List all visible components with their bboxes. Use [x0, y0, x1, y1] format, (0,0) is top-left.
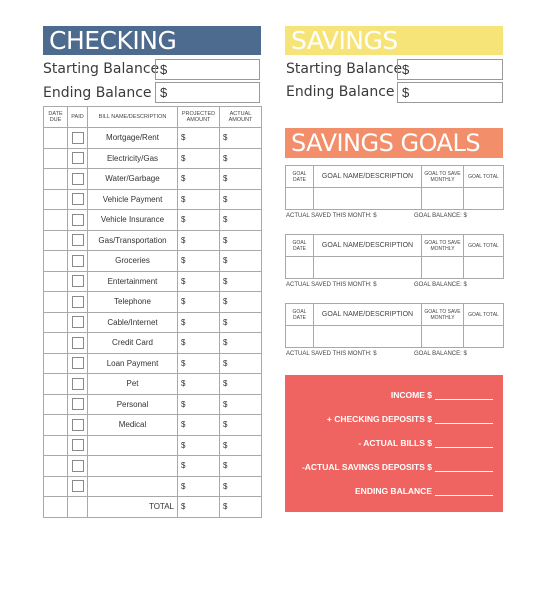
bill-date-cell[interactable] — [44, 415, 68, 436]
bill-projected-amount[interactable]: $ — [178, 251, 220, 272]
bill-row — [44, 169, 262, 190]
bill-paid-cell[interactable] — [68, 456, 88, 477]
goal-monthly-cell[interactable] — [422, 257, 464, 279]
bill-row — [44, 415, 262, 436]
bill-paid-cell[interactable] — [68, 312, 88, 333]
summary-income-label: INCOME $ — [390, 390, 432, 400]
paid-checkbox[interactable] — [72, 152, 84, 164]
bill-projected-amount[interactable]: $ — [178, 128, 220, 149]
bill-projected-amount[interactable]: $ — [178, 435, 220, 456]
bill-actual-amount[interactable]: $ — [220, 148, 262, 169]
bill-row — [44, 312, 262, 333]
bill-row — [44, 210, 262, 231]
bill-name[interactable] — [88, 456, 178, 477]
paid-checkbox[interactable] — [72, 460, 84, 472]
bill-actual-amount[interactable]: $ — [220, 169, 262, 190]
bill-projected-amount[interactable]: $ — [178, 169, 220, 190]
paid-checkbox[interactable] — [72, 193, 84, 205]
bill-name[interactable]: Gas/Transportation — [88, 230, 178, 251]
bill-row — [44, 435, 262, 456]
goal-3-saved-label: ACTUAL SAVED THIS MONTH: $ — [286, 351, 377, 357]
savings-ending-balance-label: Ending Balance — [286, 84, 395, 100]
goal-total-header: GOAL TOTAL — [464, 166, 504, 188]
goal-total-cell[interactable] — [464, 188, 504, 210]
goal-monthly-header: GOAL TO SAVE MONTHLY — [422, 304, 464, 326]
goal-name-header: GOAL NAME/DESCRIPTION — [314, 304, 422, 326]
bill-date-cell[interactable] — [44, 333, 68, 354]
paid-checkbox[interactable] — [72, 439, 84, 451]
goal-monthly-cell[interactable] — [422, 188, 464, 210]
bill-name[interactable]: Personal — [88, 394, 178, 415]
bill-paid-cell[interactable] — [68, 271, 88, 292]
bill-projected-amount[interactable]: $ — [178, 333, 220, 354]
bill-row — [44, 333, 262, 354]
checking-starting-balance-field[interactable]: $ — [155, 59, 260, 80]
paid-checkbox[interactable] — [72, 132, 84, 144]
goal-1-balance-label: GOAL BALANCE: $ — [414, 213, 467, 219]
bill-actual-amount[interactable]: $ — [220, 251, 262, 272]
bill-date-cell[interactable] — [44, 374, 68, 395]
total-projected-amount[interactable]: $ — [178, 497, 220, 518]
bill-paid-cell[interactable] — [68, 128, 88, 149]
summary-ending-balance-label: ENDING BALANCE — [355, 486, 432, 496]
goal-table-2 — [285, 234, 504, 279]
header-projected-amount: PROJECTED AMOUNT — [178, 107, 220, 128]
goal-date-cell[interactable] — [286, 257, 314, 279]
bill-actual-amount[interactable]: $ — [220, 333, 262, 354]
bill-actual-amount[interactable]: $ — [220, 189, 262, 210]
bill-row — [44, 292, 262, 313]
goal-3-balance-label: GOAL BALANCE: $ — [414, 351, 467, 357]
bill-name[interactable]: Loan Payment — [88, 353, 178, 374]
bill-date-cell[interactable] — [44, 394, 68, 415]
bill-projected-amount[interactable]: $ — [178, 292, 220, 313]
bill-date-cell[interactable] — [44, 189, 68, 210]
total-paid-cell — [68, 497, 88, 518]
bill-projected-amount[interactable]: $ — [178, 312, 220, 333]
goal-total-cell[interactable] — [464, 326, 504, 348]
checking-ending-balance-field[interactable]: $ — [155, 82, 260, 103]
bill-date-cell[interactable] — [44, 353, 68, 374]
bills-total-row — [44, 497, 262, 518]
header-bill-name: BILL NAME/DESCRIPTION — [88, 107, 178, 128]
summary-savings-deposits-line[interactable] — [435, 464, 493, 472]
paid-checkbox[interactable] — [72, 378, 84, 390]
bill-projected-amount[interactable]: $ — [178, 189, 220, 210]
goal-table-3 — [285, 303, 504, 348]
summary-checking-deposits-line[interactable] — [435, 416, 493, 424]
bill-projected-amount[interactable]: $ — [178, 353, 220, 374]
bill-paid-cell[interactable] — [68, 189, 88, 210]
bill-date-cell[interactable] — [44, 128, 68, 149]
goal-2-balance-label: GOAL BALANCE: $ — [414, 282, 467, 288]
bill-paid-cell[interactable] — [68, 435, 88, 456]
checking-title: CHECKING — [43, 26, 261, 55]
bill-name[interactable]: Mortgage/Rent — [88, 128, 178, 149]
paid-checkbox[interactable] — [72, 419, 84, 431]
bill-paid-cell[interactable] — [68, 210, 88, 231]
bill-row — [44, 353, 262, 374]
savings-goals-title: SAVINGS GOALS — [285, 128, 503, 158]
paid-checkbox[interactable] — [72, 173, 84, 185]
bill-row — [44, 148, 262, 169]
checking-starting-balance-label: Starting Balance — [43, 61, 160, 77]
bill-paid-cell[interactable] — [68, 333, 88, 354]
bill-row — [44, 456, 262, 477]
paid-checkbox[interactable] — [72, 296, 84, 308]
bill-date-cell[interactable] — [44, 148, 68, 169]
goal-monthly-cell[interactable] — [422, 326, 464, 348]
bill-paid-cell[interactable] — [68, 169, 88, 190]
bill-row — [44, 394, 262, 415]
paid-checkbox[interactable] — [72, 398, 84, 410]
summary-checking-deposits-row[interactable] — [327, 414, 493, 424]
bill-projected-amount[interactable]: $ — [178, 230, 220, 251]
goal-1-saved-label: ACTUAL SAVED THIS MONTH: $ — [286, 213, 377, 219]
summary-income-row[interactable] — [391, 390, 493, 400]
goal-2-saved-label: ACTUAL SAVED THIS MONTH: $ — [286, 282, 377, 288]
summary-actual-bills-row[interactable] — [358, 438, 493, 448]
goal-name-header: GOAL NAME/DESCRIPTION — [314, 166, 422, 188]
bill-projected-amount[interactable]: $ — [178, 476, 220, 497]
goal-name-cell[interactable] — [314, 326, 422, 348]
bill-projected-amount[interactable]: $ — [178, 394, 220, 415]
bill-actual-amount[interactable]: $ — [220, 128, 262, 149]
bill-paid-cell[interactable] — [68, 394, 88, 415]
bill-date-cell[interactable] — [44, 210, 68, 231]
bill-date-cell[interactable] — [44, 271, 68, 292]
header-actual-amount: ACTUAL AMOUNT — [220, 107, 262, 128]
bill-projected-amount[interactable]: $ — [178, 148, 220, 169]
bill-paid-cell[interactable] — [68, 251, 88, 272]
goal-total-header: GOAL TOTAL — [464, 235, 504, 257]
summary-ending-balance-line[interactable] — [435, 488, 493, 496]
paid-checkbox[interactable] — [72, 337, 84, 349]
bill-date-cell[interactable] — [44, 251, 68, 272]
bill-paid-cell[interactable] — [68, 230, 88, 251]
bill-actual-amount[interactable]: $ — [220, 230, 262, 251]
savings-ending-balance-field[interactable]: $ — [397, 82, 503, 103]
bill-projected-amount[interactable]: $ — [178, 374, 220, 395]
bill-row — [44, 251, 262, 272]
bill-projected-amount[interactable]: $ — [178, 271, 220, 292]
goal-name-header: GOAL NAME/DESCRIPTION — [314, 235, 422, 257]
bill-row — [44, 128, 262, 149]
bill-projected-amount[interactable]: $ — [178, 210, 220, 231]
bill-paid-cell[interactable] — [68, 353, 88, 374]
goal-date-cell[interactable] — [286, 326, 314, 348]
goal-monthly-header: GOAL TO SAVE MONTHLY — [422, 235, 464, 257]
bill-actual-amount[interactable]: $ — [220, 210, 262, 231]
bill-name[interactable]: Pet — [88, 374, 178, 395]
total-date-cell — [44, 497, 68, 518]
bill-paid-cell[interactable] — [68, 476, 88, 497]
bill-name[interactable]: Cable/Internet — [88, 312, 178, 333]
bill-actual-amount[interactable]: $ — [220, 292, 262, 313]
total-label: TOTAL — [88, 497, 178, 518]
checking-ending-balance-label: Ending Balance — [43, 85, 152, 101]
bill-actual-amount[interactable]: $ — [220, 353, 262, 374]
goal-total-header: GOAL TOTAL — [464, 304, 504, 326]
bill-name[interactable]: Entertainment — [88, 271, 178, 292]
bill-name[interactable]: Medical — [88, 415, 178, 436]
paid-checkbox[interactable] — [72, 316, 84, 328]
summary-actual-bills-label: - ACTUAL BILLS $ — [358, 438, 432, 448]
bill-paid-cell[interactable] — [68, 374, 88, 395]
bill-date-cell[interactable] — [44, 456, 68, 477]
goal-date-header: GOAL DATE — [286, 235, 314, 257]
savings-starting-balance-field[interactable]: $ — [397, 59, 503, 80]
goal-monthly-header: GOAL TO SAVE MONTHLY — [422, 166, 464, 188]
savings-title: SAVINGS — [285, 26, 503, 55]
bill-date-cell[interactable] — [44, 476, 68, 497]
bill-name[interactable]: Vehicle Insurance — [88, 210, 178, 231]
bill-actual-amount[interactable]: $ — [220, 415, 262, 436]
bill-name[interactable]: Water/Garbage — [88, 169, 178, 190]
bill-name[interactable] — [88, 435, 178, 456]
bill-paid-cell[interactable] — [68, 415, 88, 436]
summary-panel — [285, 375, 503, 512]
summary-savings-deposits-row[interactable] — [302, 462, 493, 472]
bill-projected-amount[interactable]: $ — [178, 456, 220, 477]
bill-name[interactable]: Credit Card — [88, 333, 178, 354]
bill-row — [44, 271, 262, 292]
goal-name-cell[interactable] — [314, 257, 422, 279]
bill-actual-amount[interactable]: $ — [220, 374, 262, 395]
goal-total-cell[interactable] — [464, 257, 504, 279]
bill-row — [44, 476, 262, 497]
bill-name[interactable]: Electricity/Gas — [88, 148, 178, 169]
bills-table — [43, 106, 262, 518]
bill-date-cell[interactable] — [44, 230, 68, 251]
bill-row — [44, 189, 262, 210]
bill-actual-amount[interactable]: $ — [220, 476, 262, 497]
bill-name[interactable]: Groceries — [88, 251, 178, 272]
bill-paid-cell[interactable] — [68, 148, 88, 169]
goal-table-1 — [285, 165, 504, 210]
summary-ending-balance-row[interactable] — [355, 486, 493, 496]
bill-actual-amount[interactable]: $ — [220, 271, 262, 292]
paid-checkbox[interactable] — [72, 214, 84, 226]
paid-checkbox[interactable] — [72, 357, 84, 369]
bill-row — [44, 374, 262, 395]
bill-actual-amount[interactable]: $ — [220, 394, 262, 415]
goal-date-header: GOAL DATE — [286, 304, 314, 326]
bill-name[interactable]: Telephone — [88, 292, 178, 313]
bill-name[interactable]: Vehicle Payment — [88, 189, 178, 210]
bill-actual-amount[interactable]: $ — [220, 456, 262, 477]
goal-date-cell[interactable] — [286, 188, 314, 210]
bill-date-cell[interactable] — [44, 435, 68, 456]
goal-name-cell[interactable] — [314, 188, 422, 210]
header-date-due: DATE DUE — [44, 107, 68, 128]
summary-actual-bills-line[interactable] — [435, 440, 493, 448]
summary-savings-deposits-label: -ACTUAL SAVINGS DEPOSITS $ — [301, 462, 432, 472]
bills-table-header — [44, 107, 262, 128]
paid-checkbox[interactable] — [72, 480, 84, 492]
summary-checking-deposits-label: + CHECKING DEPOSITS $ — [326, 414, 432, 424]
bill-projected-amount[interactable]: $ — [178, 415, 220, 436]
goal-date-header: GOAL DATE — [286, 166, 314, 188]
bill-actual-amount[interactable]: $ — [220, 312, 262, 333]
summary-income-line[interactable] — [435, 392, 493, 400]
bill-date-cell[interactable] — [44, 312, 68, 333]
paid-checkbox[interactable] — [72, 255, 84, 267]
paid-checkbox[interactable] — [72, 234, 84, 246]
bill-actual-amount[interactable]: $ — [220, 435, 262, 456]
savings-starting-balance-label: Starting Balance — [286, 61, 403, 77]
paid-checkbox[interactable] — [72, 275, 84, 287]
bill-date-cell[interactable] — [44, 292, 68, 313]
header-paid: PAID — [68, 107, 88, 128]
bill-name[interactable] — [88, 476, 178, 497]
bill-date-cell[interactable] — [44, 169, 68, 190]
bill-row — [44, 230, 262, 251]
bill-paid-cell[interactable] — [68, 292, 88, 313]
total-actual-amount[interactable]: $ — [220, 497, 262, 518]
